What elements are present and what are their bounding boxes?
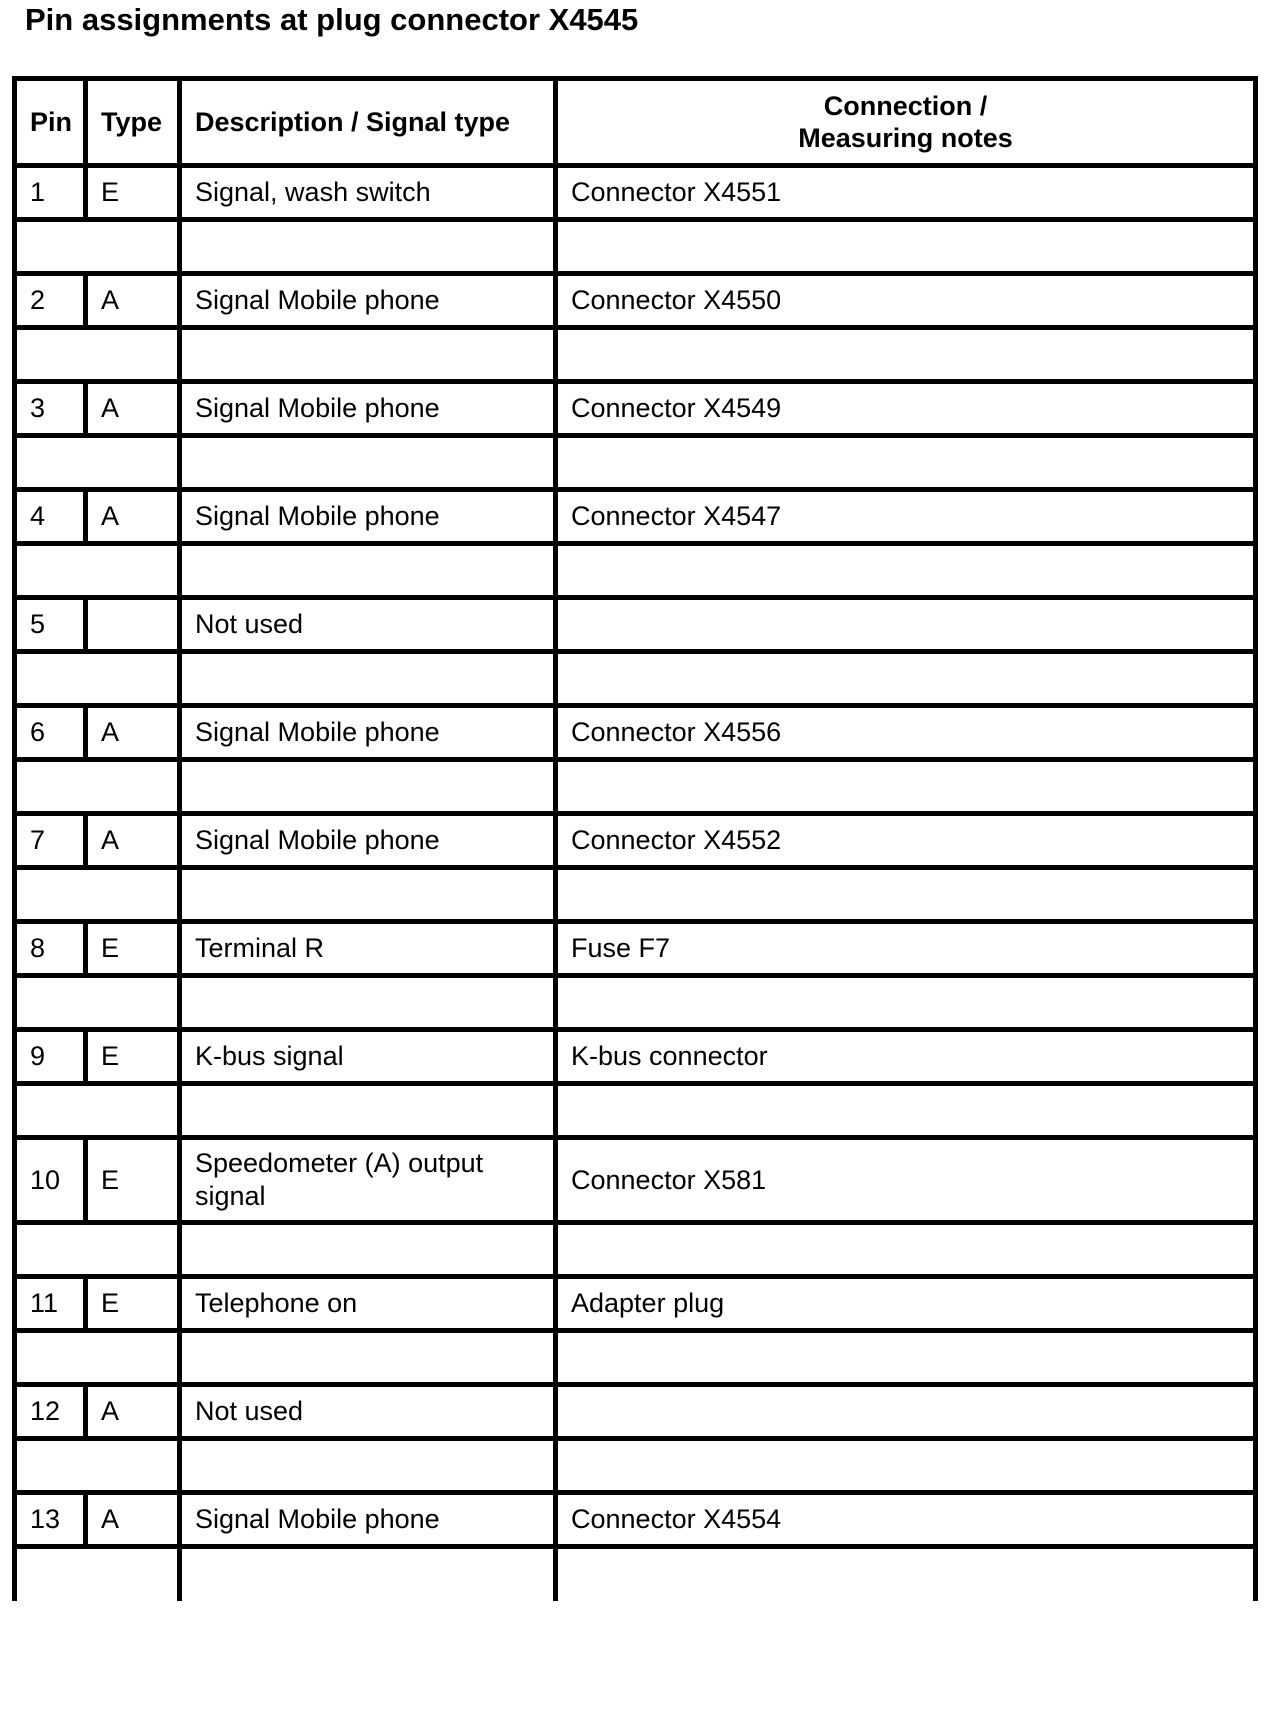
pin-cell: 4 xyxy=(15,490,86,544)
description-cell: Signal Mobile phone xyxy=(180,706,556,760)
table-row xyxy=(15,490,1256,544)
blank-row xyxy=(15,1331,1256,1385)
blank-row xyxy=(15,1084,1256,1138)
type-cell: E xyxy=(86,166,180,220)
type-cell: E xyxy=(86,1030,180,1084)
pin-cell: 8 xyxy=(15,922,86,976)
table-row xyxy=(15,1493,1256,1547)
table-row xyxy=(15,1030,1256,1084)
table-row xyxy=(15,382,1256,436)
description-cell: K-bus signal xyxy=(180,1030,556,1084)
connection-cell: Connector X4554 xyxy=(556,1493,1256,1547)
connection-cell: Adapter plug xyxy=(556,1277,1256,1331)
connection-cell: Connector X4547 xyxy=(556,490,1256,544)
pin-cell: 11 xyxy=(15,1277,86,1331)
connection-cell xyxy=(556,598,1256,652)
type-cell: A xyxy=(86,1493,180,1547)
description-cell: Signal Mobile phone xyxy=(180,814,556,868)
blank-row xyxy=(15,328,1256,382)
blank-row xyxy=(15,760,1256,814)
type-cell: A xyxy=(86,274,180,328)
blank-row xyxy=(15,652,1256,706)
type-cell: E xyxy=(86,1138,180,1223)
type-cell: A xyxy=(86,1385,180,1439)
connection-cell: Connector X4551 xyxy=(556,166,1256,220)
connection-cell: Connector X4549 xyxy=(556,382,1256,436)
blank-row xyxy=(15,1223,1256,1277)
pin-assignment-table xyxy=(12,76,1258,1601)
description-cell: Signal, wash switch xyxy=(180,166,556,220)
pin-cell: 1 xyxy=(15,166,86,220)
description-line2: signal xyxy=(195,1181,266,1211)
description-cell: Not used xyxy=(180,1385,556,1439)
connection-cell: Connector X4550 xyxy=(556,274,1256,328)
connection-cell: Fuse F7 xyxy=(556,922,1256,976)
blank-row xyxy=(15,220,1256,274)
description-cell: Signal Mobile phone xyxy=(180,1493,556,1547)
description-cell: Not used xyxy=(180,598,556,652)
header-connection-line2: Measuring notes xyxy=(798,123,1013,153)
description-line1: Speedometer (A) output xyxy=(195,1148,484,1178)
pin-cell: 5 xyxy=(15,598,86,652)
table-row xyxy=(15,922,1256,976)
blank-row xyxy=(15,868,1256,922)
header-type: Type xyxy=(86,79,180,166)
table-row xyxy=(15,274,1256,328)
description-cell xyxy=(180,1138,556,1223)
header-connection-line1: Connection / xyxy=(823,91,988,121)
header-description: Description / Signal type xyxy=(180,79,556,166)
connection-cell: K-bus connector xyxy=(556,1030,1256,1084)
pin-cell: 6 xyxy=(15,706,86,760)
connection-cell: Connector X581 xyxy=(556,1138,1256,1223)
pin-cell: 2 xyxy=(15,274,86,328)
table-row xyxy=(15,166,1256,220)
description-cell: Terminal R xyxy=(180,922,556,976)
type-cell: A xyxy=(86,706,180,760)
connection-cell: Connector X4556 xyxy=(556,706,1256,760)
description-cell: Signal Mobile phone xyxy=(180,274,556,328)
table-row xyxy=(15,1277,1256,1331)
pin-cell: 9 xyxy=(15,1030,86,1084)
type-cell: A xyxy=(86,490,180,544)
table-row xyxy=(15,706,1256,760)
description-cell: Signal Mobile phone xyxy=(180,382,556,436)
table-row xyxy=(15,1385,1256,1439)
blank-row xyxy=(15,436,1256,490)
table-row xyxy=(15,598,1256,652)
blank-row xyxy=(15,1439,1256,1493)
connection-cell: Connector X4552 xyxy=(556,814,1256,868)
header-connection xyxy=(556,79,1256,166)
blank-row xyxy=(15,976,1256,1030)
blank-row xyxy=(15,544,1256,598)
pin-cell: 10 xyxy=(15,1138,86,1223)
type-cell: A xyxy=(86,814,180,868)
pin-cell: 12 xyxy=(15,1385,86,1439)
type-cell xyxy=(86,598,180,652)
type-cell: A xyxy=(86,382,180,436)
table-row xyxy=(15,1138,1256,1223)
connection-cell xyxy=(556,1385,1256,1439)
pin-cell: 3 xyxy=(15,382,86,436)
pin-cell: 7 xyxy=(15,814,86,868)
type-cell: E xyxy=(86,922,180,976)
pin-cell: 13 xyxy=(15,1493,86,1547)
page-title: Pin assignments at plug connector X4545 xyxy=(25,2,639,37)
blank-row xyxy=(15,1547,1256,1602)
type-cell: E xyxy=(86,1277,180,1331)
description-cell: Telephone on xyxy=(180,1277,556,1331)
table-row xyxy=(15,814,1256,868)
table-header-row xyxy=(15,79,1256,166)
description-cell: Signal Mobile phone xyxy=(180,490,556,544)
header-pin: Pin xyxy=(15,79,86,166)
